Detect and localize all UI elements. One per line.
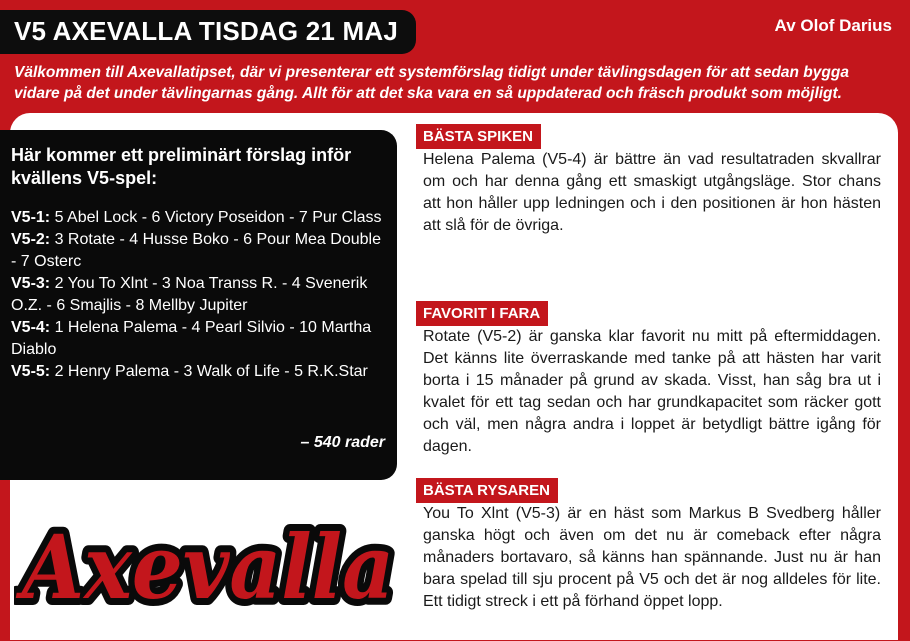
section-text: You To Xlnt (V5-3) är en häst som Markus B Svedberg håller ganska högt och även om det nu är comeback efter några månaders bortavaro, så känns han spännande. Just nu är han bara spelad till sju procent på V5 och det är nog alldeles för lite. Ett tidigt streck i ett på förhand öppet lopp. <box>423 505 881 610</box>
section-text: Helena Palema (V5-4) är bättre än vad resultatraden skvallrar om och har denna gång ett smaskigt utgångsläge. Stor chans att hon håller upp ledningen och i den positionen är hon hästen att slå för de övriga. <box>423 151 881 234</box>
pick-label: V5-2: <box>11 231 51 248</box>
section-title: BÄSTA RYSAREN <box>416 478 558 503</box>
section-title: BÄSTA SPIKEN <box>416 124 541 149</box>
pick-horses: 2 Henry Palema - 3 Walk of Life - 5 R.K.Star <box>54 363 368 380</box>
page-title: V5 AXEVALLA TISDAG 21 MAJ <box>14 16 398 46</box>
logo-wordmark: Axevalla <box>15 515 394 619</box>
title-banner <box>0 10 416 54</box>
pick-horses: 5 Abel Lock - 6 Victory Poseidon - 7 Pur Class <box>54 209 382 226</box>
pick-horses: 2 You To Xlnt - 3 Noa Transs R. - 4 Svenerik O.Z. - 6 Smajlis - 8 Mellby Jupiter <box>11 275 368 314</box>
pick-label: V5-5: <box>11 363 51 380</box>
section-basta-spiken <box>416 124 886 237</box>
pick-row <box>11 207 385 229</box>
intro-text: Välkommen till Axevallatipset, där vi presenterar ett systemförslag tidigt under tävlingsdagen för att sedan bygga vidare på det under tävlingarnas gång. Allt för att det ska vara en så uppdaterad och fräsch produkt som möjligt. <box>14 64 849 102</box>
section-title: FAVORIT I FARA <box>416 301 548 326</box>
pick-row <box>11 317 385 361</box>
proposal-heading: Här kommer ett preliminärt förslag inför kvällens V5-spel: <box>11 145 352 188</box>
pick-horses: 3 Rotate - 4 Husse Boko - 6 Pour Mea Double - 7 Osterc <box>11 231 381 270</box>
section-basta-rysaren <box>416 478 886 613</box>
pick-label: V5-3: <box>11 275 51 292</box>
pick-row <box>11 273 385 317</box>
pick-horses: 1 Helena Palema - 4 Pearl Silvio - 10 Martha Diablo <box>11 319 372 358</box>
author-byline: Av Olof Darius <box>774 16 892 35</box>
pick-label: V5-4: <box>11 319 51 336</box>
row-count: – 540 rader <box>300 434 385 451</box>
section-text: Rotate (V5-2) är ganska klar favorit nu mitt på eftermiddagen. Det känns lite överraskande med tanke på att hästen har varit borta i 15 månader på grund av skada. Visst, han såg bra ut i kvalet för ett tag sedan och har grundkapacitet som räcker gott och väl, men några andra i loppet är betydligt bättre igång för dagen. <box>423 328 881 455</box>
proposal-box <box>0 130 397 480</box>
section-favorit-i-fara <box>416 301 886 458</box>
pick-label: V5-1: <box>11 209 51 226</box>
pick-row <box>11 229 385 273</box>
axevalla-logo <box>14 510 402 622</box>
pick-row <box>11 361 385 383</box>
